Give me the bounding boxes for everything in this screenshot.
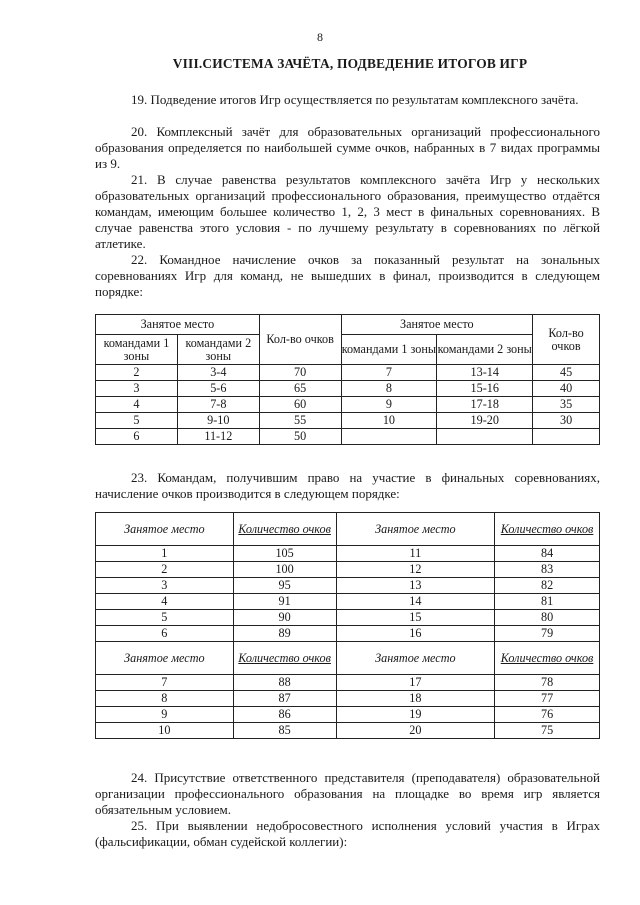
table-cell: 18: [336, 691, 495, 707]
table-cell: 88: [233, 675, 336, 691]
table-cell: 5: [96, 610, 234, 626]
table-cell: 1: [96, 546, 234, 562]
paragraph-22: 22. Командное начисление очков за показанный результат на зональных соревнованиях Игр для команд, не вышедших в финал, производится в следующем порядке:: [95, 252, 600, 299]
table-row: [96, 723, 600, 739]
table-cell: 60: [259, 397, 341, 413]
table-cell: 17-18: [437, 397, 533, 413]
table-cell: 17: [336, 675, 495, 691]
table-cell: [437, 429, 533, 445]
header-zone1-left: командами 1 зоны: [96, 335, 178, 365]
table-cell: 55: [259, 413, 341, 429]
section-title: VIII.СИСТЕМА ЗАЧЁТА, ПОДВЕДЕНИЕ ИТОГОВ ИГР: [172, 56, 528, 71]
table-cell: 40: [533, 381, 600, 397]
paragraph-20: 20. Комплексный зачёт для образовательных организаций профессионального образования определяется по наибольшей сумме очков, набранных в 7 видах программы из 9.: [95, 124, 600, 171]
paragraph-21: 21. В случае равенства результатов комплексного зачёта Игр у нескольких образовательных организаций профессионального образования, преимущество отдаётся командам, имеющим большее количество 1, 2, 3 мест в финальных соревнованиях. В случае равенства этого условия - по лучшему результату в соревнованиях по лёгкой атлетике.: [95, 172, 600, 251]
table-cell: 3: [96, 578, 234, 594]
table-cell: 9: [341, 397, 437, 413]
table-cell: 45: [533, 365, 600, 381]
table-cell: 4: [96, 397, 178, 413]
table-cell: 78: [495, 675, 600, 691]
table-row: [96, 381, 600, 397]
page-number: 8: [317, 30, 323, 44]
table-cell: 30: [533, 413, 600, 429]
table-cell: 105: [233, 546, 336, 562]
table-cell: 86: [233, 707, 336, 723]
table-cell: 11-12: [177, 429, 259, 445]
table-row: [96, 594, 600, 610]
table-cell: 2: [96, 562, 234, 578]
table-cell: 95: [233, 578, 336, 594]
table-cell: 7-8: [177, 397, 259, 413]
table-cell: 13: [336, 578, 495, 594]
table-cell: 15: [336, 610, 495, 626]
table-cell: 84: [495, 546, 600, 562]
paragraph-25: 25. При выявлении недобросовестного исполнения условий участия в Играх (фальсификации, обман судейской коллегии):: [95, 818, 600, 849]
table-cell: 11: [336, 546, 495, 562]
table-cell: 10: [96, 723, 234, 739]
header-place: Занятое место: [336, 513, 495, 546]
table-cell: 10: [341, 413, 437, 429]
table-cell: 12: [336, 562, 495, 578]
table-row: [96, 675, 600, 691]
table-cell: 100: [233, 562, 336, 578]
header-zone1-right: командами 1 зоны: [341, 335, 437, 365]
table-row: [96, 610, 600, 626]
table-cell: 77: [495, 691, 600, 707]
table-cell: 91: [233, 594, 336, 610]
table-cell: 35: [533, 397, 600, 413]
table-cell: 4: [96, 594, 234, 610]
table-cell: 83: [495, 562, 600, 578]
table-cell: 76: [495, 707, 600, 723]
table-row: [96, 429, 600, 445]
table-row: [96, 707, 600, 723]
table-cell: 87: [233, 691, 336, 707]
table-cell: 70: [259, 365, 341, 381]
paragraph-24: 24. Присутствие ответственного представителя (преподавателя) образовательной организации профессионального образования на площадке во время игр является обязательным условием.: [95, 770, 600, 817]
paragraph-23: 23. Командам, получившим право на участие в финальных соревнованиях, начисление очков производится в следующем порядке:: [95, 470, 600, 501]
table-cell: 81: [495, 594, 600, 610]
table-cell: 2: [96, 365, 178, 381]
table-cell: 6: [96, 626, 234, 642]
table-cell: 75: [495, 723, 600, 739]
table-row: [96, 413, 600, 429]
table-cell: 89: [233, 626, 336, 642]
table-cell: 13-14: [437, 365, 533, 381]
table-cell: 3-4: [177, 365, 259, 381]
paragraph-19: 19. Подведение итогов Игр осуществляется по результатам комплексного зачёта.: [131, 92, 579, 107]
table-cell: 8: [341, 381, 437, 397]
table-row: [96, 578, 600, 594]
table-row: [96, 562, 600, 578]
table-row: [96, 397, 600, 413]
table-cell: 7: [96, 675, 234, 691]
header-points-right: Кол-во очков: [533, 315, 600, 365]
header-points: Количество очков: [233, 513, 336, 546]
table-cell: 15-16: [437, 381, 533, 397]
table-cell: 90: [233, 610, 336, 626]
table-cell: 19: [336, 707, 495, 723]
table-cell: 79: [495, 626, 600, 642]
header-place-right: Занятое место: [341, 315, 533, 335]
header-zone2-right: командами 2 зоны: [437, 335, 533, 365]
table-cell: 7: [341, 365, 437, 381]
final-points-table: [95, 512, 600, 739]
header-points-left: Кол-во очков: [259, 315, 341, 365]
header-place: Занятое место: [96, 513, 234, 546]
table-cell: 50: [259, 429, 341, 445]
table-row: [96, 626, 600, 642]
header-points: Количество очков: [233, 642, 336, 675]
table-cell: 85: [233, 723, 336, 739]
table-cell: [533, 429, 600, 445]
table-cell: 80: [495, 610, 600, 626]
header-zone2-left: командами 2 зоны: [177, 335, 259, 365]
table-cell: 9: [96, 707, 234, 723]
table-cell: 14: [336, 594, 495, 610]
table-row: [96, 691, 600, 707]
header-points: Количество очков: [495, 642, 600, 675]
table-cell: [341, 429, 437, 445]
table-cell: 19-20: [437, 413, 533, 429]
header-place-left: Занятое место: [96, 315, 260, 335]
table-cell: 20: [336, 723, 495, 739]
table-cell: 5-6: [177, 381, 259, 397]
table-cell: 3: [96, 381, 178, 397]
table-row: [96, 365, 600, 381]
table-cell: 6: [96, 429, 178, 445]
header-points: Количество очков: [495, 513, 600, 546]
table-row: [96, 546, 600, 562]
table-cell: 82: [495, 578, 600, 594]
table-cell: 16: [336, 626, 495, 642]
table-cell: 8: [96, 691, 234, 707]
header-place: Занятое место: [96, 642, 234, 675]
table-cell: 65: [259, 381, 341, 397]
table-cell: 5: [96, 413, 178, 429]
table-cell: 9-10: [177, 413, 259, 429]
zonal-points-table: [95, 314, 600, 445]
header-place: Занятое место: [336, 642, 495, 675]
